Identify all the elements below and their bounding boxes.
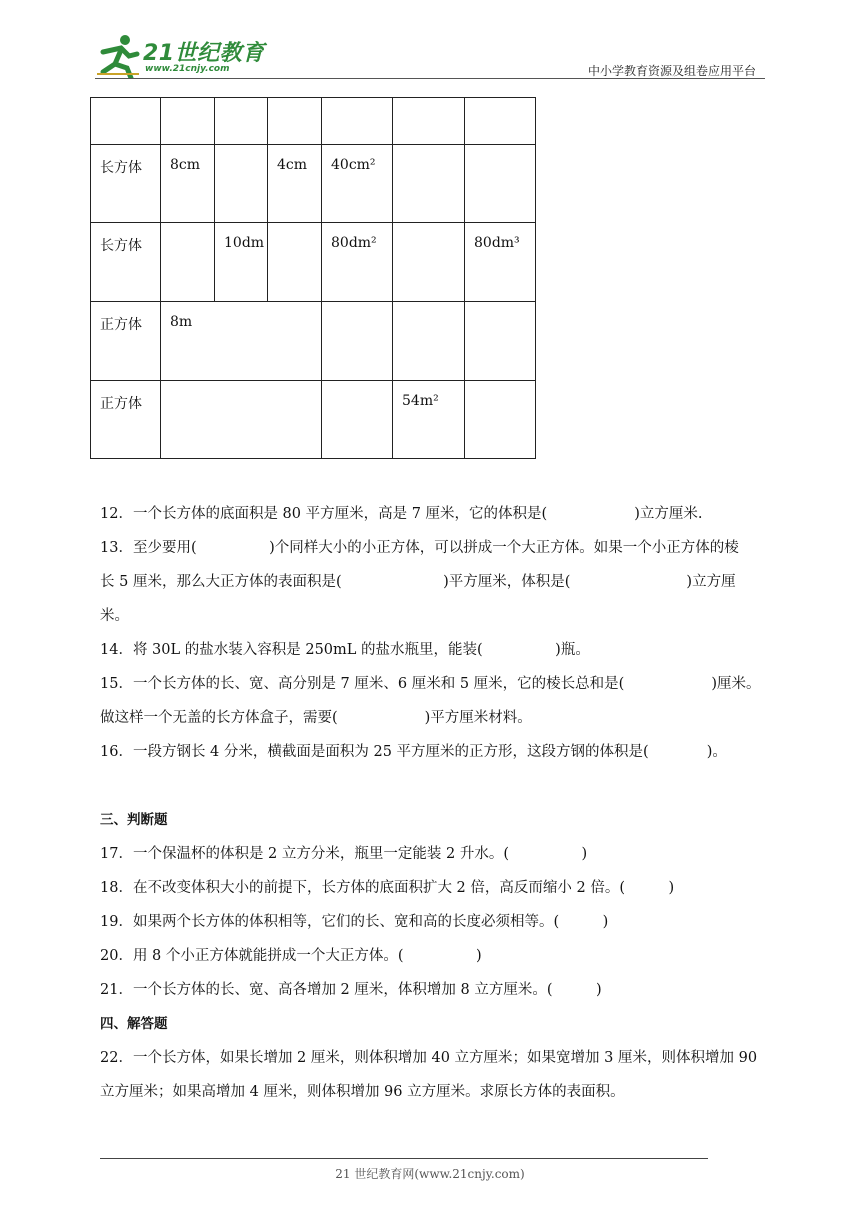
table-cell: 40cm²: [322, 145, 393, 223]
table-cell: 正方体: [91, 381, 161, 459]
question-21: 21．一个长方体的长、宽、高各增加 2 厘米，体积增加 8 立方厘米。( ): [100, 982, 602, 998]
table-cell: 长方体: [91, 223, 161, 302]
table-cell: [393, 98, 465, 145]
question-20: 20．用 8 个小正方体就能拼成一个大正方体。( ): [100, 948, 482, 964]
table-cell: 4cm: [268, 145, 322, 223]
questions-body: [100, 497, 770, 1109]
table-cell: [322, 98, 393, 145]
table-cell: [393, 145, 465, 223]
table-cell: [161, 98, 215, 145]
table-cell: [465, 98, 536, 145]
table-cell: [161, 381, 322, 459]
header-divider: [95, 78, 765, 79]
logo-text: 21世纪教育: [143, 41, 265, 66]
table-cell: [161, 223, 215, 302]
question-15-line1: 15．一个长方体的长、宽、高分别是 7 厘米、6 厘米和 5 厘米，它的棱长总和是( )厘米。: [100, 676, 761, 692]
platform-title: 中小学教育资源及组卷应用平台: [587, 64, 756, 78]
spacer: [100, 769, 770, 803]
question-14: 14．将 30L 的盐水装入容积是 250mL 的盐水瓶里，能装( )瓶。: [100, 642, 590, 658]
table-cell: 80dm²: [322, 223, 393, 302]
table-cell: [268, 223, 322, 302]
table-cell: [465, 302, 536, 381]
table-cell: [322, 381, 393, 459]
section-heading-answers: 四、解答题: [100, 1016, 168, 1032]
table-cell: [91, 98, 161, 145]
question-17: 17．一个保温杯的体积是 2 立方分米，瓶里一定能装 2 升水。( ): [100, 846, 588, 862]
table-row: [91, 302, 536, 381]
question-22-line1: 22．一个长方体，如果长增加 2 厘米，则体积增加 40 立方厘米；如果宽增加 3 厘米，则体积增加 90: [100, 1050, 758, 1066]
question-13-line3: 米。: [100, 608, 129, 624]
table-cell: 8m: [161, 302, 322, 381]
table-cell: 10dm: [215, 223, 268, 302]
table-cell: [322, 302, 393, 381]
table-row: [91, 381, 536, 459]
table-row: [91, 98, 536, 145]
question-22-line2: 立方厘米；如果高增加 4 厘米，则体积增加 96 立方厘米。求原长方体的表面积。: [100, 1084, 625, 1100]
table-cell: 长方体: [91, 145, 161, 223]
question-12: 12．一个长方体的底面积是 80 平方厘米，高是 7 厘米，它的体积是( )立方厘米.: [100, 506, 703, 522]
footer-divider: [100, 1158, 708, 1159]
table-row: [91, 145, 536, 223]
logo: [95, 34, 265, 82]
table-cell: [465, 381, 536, 459]
shape-table: [90, 97, 536, 459]
table-cell: 80dm³: [465, 223, 536, 302]
question-13-line2: 长 5 厘米，那么大正方体的表面积是( )平方厘米，体积是( )立方厘: [100, 574, 736, 590]
question-16: 16．一段方钢长 4 分米，横截面是面积为 25 平方厘米的正方形，这段方钢的体积是( )。: [100, 744, 727, 760]
section-heading-judgement: 三、判断题: [100, 812, 168, 828]
question-13-line1: 13．至少要用( )个同样大小的小正方体，可以拼成一个大正方体。如果一个小正方体的棱: [100, 540, 739, 556]
table-cell: [215, 145, 268, 223]
table-cell: [215, 98, 268, 145]
table-cell: 8cm: [161, 145, 215, 223]
question-19: 19．如果两个长方体的体积相等，它们的长、宽和高的长度必须相等。( ): [100, 914, 609, 930]
table-cell: [465, 145, 536, 223]
page-header: [0, 0, 860, 90]
table-cell: 正方体: [91, 302, 161, 381]
logo-url: www.21cnjy.com: [145, 64, 230, 74]
runner-logo-icon: [95, 34, 141, 78]
table-cell: [393, 302, 465, 381]
question-18: 18．在不改变体积大小的前提下，长方体的底面积扩大 2 倍，高反而缩小 2 倍。( ): [100, 880, 675, 896]
table-row: [91, 223, 536, 302]
page-footer: 21 世纪教育网(www.21cnjy.com): [335, 1167, 525, 1181]
question-15-line2: 做这样一个无盖的长方体盒子，需要( )平方厘米材料。: [100, 710, 532, 726]
table-cell: 54m²: [393, 381, 465, 459]
table-cell: [268, 98, 322, 145]
table-cell: [393, 223, 465, 302]
